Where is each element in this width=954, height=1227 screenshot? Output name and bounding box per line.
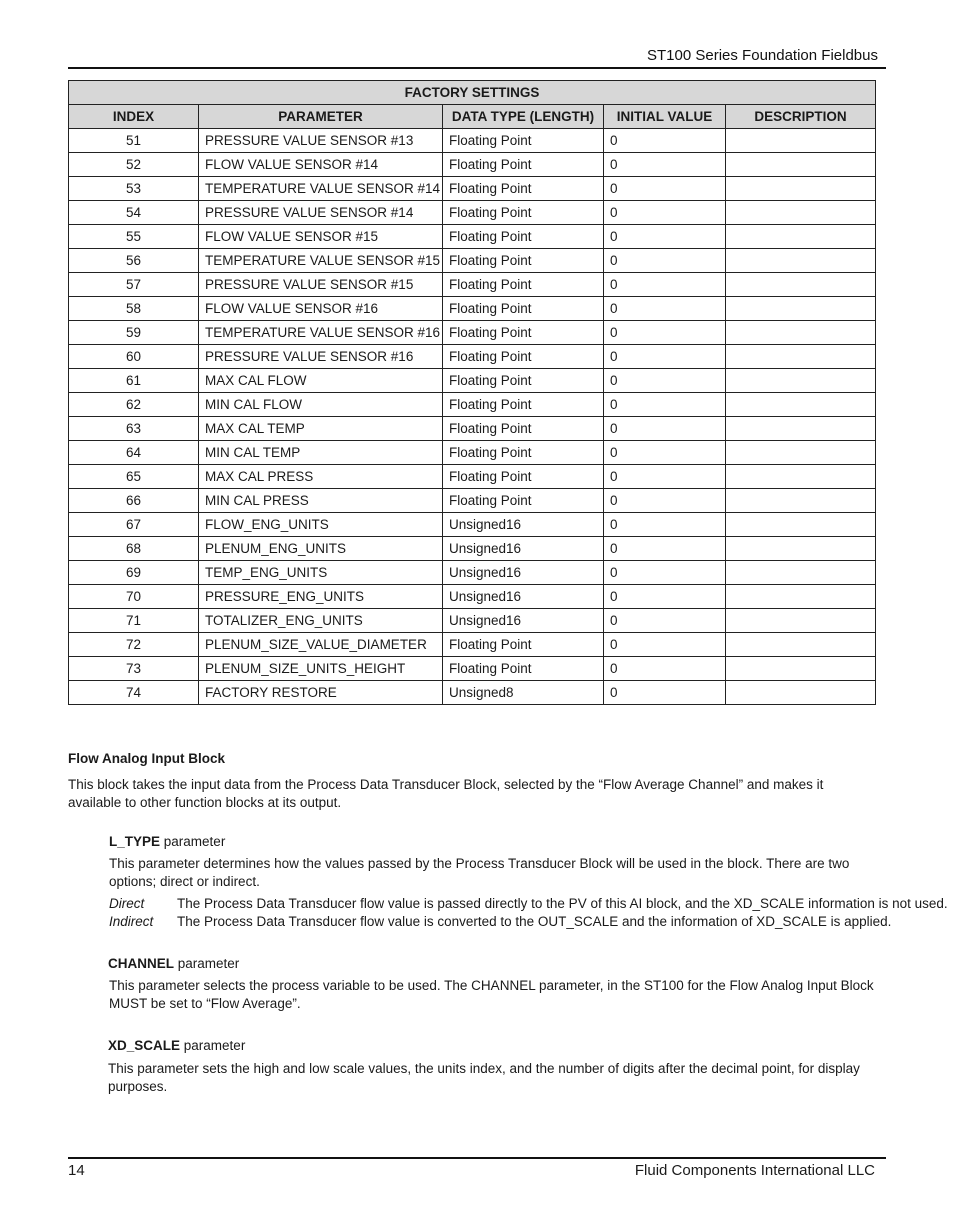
- cell-initial-value: 0: [604, 441, 726, 465]
- cell-parameter: TEMPERATURE VALUE SENSOR #15: [199, 249, 443, 273]
- table-row: [69, 393, 876, 417]
- cell-description: [726, 633, 876, 657]
- cell-description: [726, 177, 876, 201]
- l-type-heading: [109, 834, 225, 849]
- cell-parameter: PRESSURE VALUE SENSOR #13: [199, 129, 443, 153]
- cell-index: 53: [69, 177, 199, 201]
- cell-description: [726, 129, 876, 153]
- table-row: [69, 441, 876, 465]
- cell-description: [726, 657, 876, 681]
- cell-description: [726, 201, 876, 225]
- document-header-title: ST100 Series Foundation Fieldbus: [647, 47, 878, 64]
- cell-description: [726, 297, 876, 321]
- cell-initial-value: 0: [604, 153, 726, 177]
- cell-index: 61: [69, 369, 199, 393]
- l-type-suffix: parameter: [163, 834, 226, 849]
- column-header-index: INDEX: [69, 105, 199, 129]
- cell-data-type: Floating Point: [443, 489, 604, 513]
- cell-parameter: FLOW VALUE SENSOR #16: [199, 297, 443, 321]
- cell-initial-value: 0: [604, 345, 726, 369]
- channel-description: This parameter selects the process variable to be used. The CHANNEL parameter, in the ST100 for the Flow Analog Input Block MUST be set to “Flow Average”.: [109, 978, 874, 1011]
- cell-parameter: PLENUM_SIZE_UNITS_HEIGHT: [199, 657, 443, 681]
- column-header-initial-value: INITIAL VALUE: [604, 105, 726, 129]
- footer-company: Fluid Components International LLC: [634, 1162, 875, 1179]
- cell-parameter: MIN CAL TEMP: [199, 441, 443, 465]
- cell-data-type: Floating Point: [443, 345, 604, 369]
- table-row: [69, 369, 876, 393]
- table-row: [69, 609, 876, 633]
- table-column-headers: [69, 105, 876, 129]
- cell-initial-value: 0: [604, 201, 726, 225]
- cell-parameter: FLOW VALUE SENSOR #15: [199, 225, 443, 249]
- cell-data-type: Unsigned16: [443, 609, 604, 633]
- l-type-option: [109, 895, 948, 913]
- cell-data-type: Unsigned16: [443, 585, 604, 609]
- cell-parameter: TEMPERATURE VALUE SENSOR #16: [199, 321, 443, 345]
- cell-initial-value: 0: [604, 417, 726, 441]
- table-row: [69, 561, 876, 585]
- table-row: [69, 345, 876, 369]
- cell-description: [726, 225, 876, 249]
- l-type-option: [109, 913, 948, 931]
- cell-data-type: Unsigned16: [443, 537, 604, 561]
- column-header-parameter: PARAMETER: [199, 105, 443, 129]
- option-description: The Process Data Transducer flow value is passed directly to the PV of this AI block, and the XD_SCALE information is not used.: [177, 896, 948, 911]
- section-title: Flow Analog Input Block: [68, 751, 225, 766]
- cell-index: 57: [69, 273, 199, 297]
- cell-data-type: Floating Point: [443, 369, 604, 393]
- cell-initial-value: 0: [604, 513, 726, 537]
- cell-description: [726, 393, 876, 417]
- cell-index: 66: [69, 489, 199, 513]
- cell-description: [726, 537, 876, 561]
- xd-scale-description: This parameter sets the high and low scale values, the units index, and the number of digits after the decimal point, for display purposes.: [108, 1061, 860, 1094]
- cell-initial-value: 0: [604, 609, 726, 633]
- cell-data-type: Floating Point: [443, 129, 604, 153]
- cell-index: 65: [69, 465, 199, 489]
- table-row: [69, 153, 876, 177]
- cell-description: [726, 585, 876, 609]
- table-row: [69, 273, 876, 297]
- cell-data-type: Floating Point: [443, 201, 604, 225]
- cell-data-type: Floating Point: [443, 225, 604, 249]
- cell-initial-value: 0: [604, 489, 726, 513]
- channel-name: CHANNEL: [108, 956, 174, 971]
- cell-index: 60: [69, 345, 199, 369]
- cell-data-type: Unsigned16: [443, 561, 604, 585]
- cell-index: 62: [69, 393, 199, 417]
- channel-heading: [108, 956, 239, 971]
- cell-description: [726, 273, 876, 297]
- l-type-name: L_TYPE: [109, 834, 161, 849]
- table-row: [69, 681, 876, 705]
- cell-initial-value: 0: [604, 177, 726, 201]
- table-row: [69, 225, 876, 249]
- table-row: [69, 465, 876, 489]
- table-row: [69, 297, 876, 321]
- table-banner: FACTORY SETTINGS: [69, 81, 876, 105]
- cell-parameter: TOTALIZER_ENG_UNITS: [199, 609, 443, 633]
- cell-index: 55: [69, 225, 199, 249]
- cell-index: 51: [69, 129, 199, 153]
- cell-data-type: Floating Point: [443, 249, 604, 273]
- cell-initial-value: 0: [604, 681, 726, 705]
- table-row: [69, 417, 876, 441]
- cell-data-type: Floating Point: [443, 393, 604, 417]
- cell-description: [726, 369, 876, 393]
- cell-data-type: Floating Point: [443, 417, 604, 441]
- cell-parameter: PRESSURE VALUE SENSOR #16: [199, 345, 443, 369]
- xd-scale-heading: [108, 1038, 245, 1053]
- table-row: [69, 489, 876, 513]
- cell-index: 56: [69, 249, 199, 273]
- cell-data-type: Floating Point: [443, 177, 604, 201]
- cell-initial-value: 0: [604, 393, 726, 417]
- xd-scale-suffix: parameter: [183, 1038, 246, 1053]
- cell-description: [726, 345, 876, 369]
- cell-data-type: Floating Point: [443, 297, 604, 321]
- cell-index: 71: [69, 609, 199, 633]
- xd-scale-name: XD_SCALE: [108, 1038, 181, 1053]
- cell-description: [726, 441, 876, 465]
- table-row: [69, 537, 876, 561]
- cell-description: [726, 561, 876, 585]
- cell-description: [726, 249, 876, 273]
- cell-initial-value: 0: [604, 321, 726, 345]
- table-row: [69, 321, 876, 345]
- cell-index: 63: [69, 417, 199, 441]
- cell-initial-value: 0: [604, 465, 726, 489]
- cell-initial-value: 0: [604, 297, 726, 321]
- cell-parameter: PLENUM_SIZE_VALUE_DIAMETER: [199, 633, 443, 657]
- l-type-options: [109, 895, 948, 931]
- cell-parameter: MAX CAL PRESS: [199, 465, 443, 489]
- cell-initial-value: 0: [604, 225, 726, 249]
- table-row: [69, 249, 876, 273]
- cell-initial-value: 0: [604, 249, 726, 273]
- cell-initial-value: 0: [604, 561, 726, 585]
- cell-parameter: MIN CAL PRESS: [199, 489, 443, 513]
- cell-initial-value: 0: [604, 369, 726, 393]
- cell-initial-value: 0: [604, 537, 726, 561]
- cell-parameter: PRESSURE VALUE SENSOR #14: [199, 201, 443, 225]
- cell-description: [726, 609, 876, 633]
- page-number: 14: [68, 1162, 85, 1179]
- l-type-description: This parameter determines how the values passed by the Process Transducer Block will be used in the block. There are two options; direct or indirect.: [109, 856, 850, 889]
- cell-initial-value: 0: [604, 657, 726, 681]
- cell-initial-value: 0: [604, 129, 726, 153]
- channel-suffix: parameter: [177, 956, 240, 971]
- footer-rule: [68, 1157, 886, 1159]
- table-body: [69, 129, 876, 705]
- column-header-description: DESCRIPTION: [726, 105, 876, 129]
- table-row: [69, 657, 876, 681]
- cell-index: 64: [69, 441, 199, 465]
- cell-initial-value: 0: [604, 273, 726, 297]
- cell-description: [726, 681, 876, 705]
- cell-description: [726, 489, 876, 513]
- cell-parameter: MAX CAL FLOW: [199, 369, 443, 393]
- cell-data-type: Floating Point: [443, 153, 604, 177]
- cell-description: [726, 417, 876, 441]
- header-rule: [68, 67, 886, 69]
- cell-index: 58: [69, 297, 199, 321]
- cell-index: 54: [69, 201, 199, 225]
- cell-index: 74: [69, 681, 199, 705]
- table-row: [69, 633, 876, 657]
- cell-description: [726, 321, 876, 345]
- cell-parameter: MAX CAL TEMP: [199, 417, 443, 441]
- cell-data-type: Unsigned8: [443, 681, 604, 705]
- cell-data-type: Floating Point: [443, 273, 604, 297]
- option-term: Direct: [109, 896, 145, 911]
- table-row: [69, 513, 876, 537]
- cell-index: 73: [69, 657, 199, 681]
- cell-index: 52: [69, 153, 199, 177]
- cell-parameter: TEMPERATURE VALUE SENSOR #14: [199, 177, 443, 201]
- table-row: [69, 201, 876, 225]
- cell-parameter: PRESSURE_ENG_UNITS: [199, 585, 443, 609]
- cell-index: 68: [69, 537, 199, 561]
- cell-parameter: PRESSURE VALUE SENSOR #15: [199, 273, 443, 297]
- column-header-data-type: DATA TYPE (LENGTH): [443, 105, 604, 129]
- cell-description: [726, 465, 876, 489]
- cell-description: [726, 153, 876, 177]
- table-row: [69, 585, 876, 609]
- cell-description: [726, 513, 876, 537]
- factory-settings-table: [68, 80, 876, 705]
- cell-parameter: FLOW_ENG_UNITS: [199, 513, 443, 537]
- section-intro: This block takes the input data from the Process Data Transducer Block, selected by the “Flow Average Channel” and makes it available to other function blocks at its output.: [68, 777, 824, 810]
- cell-parameter: PLENUM_ENG_UNITS: [199, 537, 443, 561]
- cell-data-type: Unsigned16: [443, 513, 604, 537]
- option-description: The Process Data Transducer flow value is converted to the OUT_SCALE and the information of XD_SCALE is applied.: [177, 914, 892, 929]
- cell-index: 72: [69, 633, 199, 657]
- option-term: Indirect: [109, 914, 154, 929]
- cell-parameter: TEMP_ENG_UNITS: [199, 561, 443, 585]
- cell-parameter: FLOW VALUE SENSOR #14: [199, 153, 443, 177]
- cell-data-type: Floating Point: [443, 321, 604, 345]
- cell-data-type: Floating Point: [443, 657, 604, 681]
- cell-data-type: Floating Point: [443, 465, 604, 489]
- cell-index: 67: [69, 513, 199, 537]
- cell-parameter: FACTORY RESTORE: [199, 681, 443, 705]
- cell-initial-value: 0: [604, 585, 726, 609]
- table-row: [69, 129, 876, 153]
- table-row: [69, 177, 876, 201]
- cell-data-type: Floating Point: [443, 633, 604, 657]
- cell-data-type: Floating Point: [443, 441, 604, 465]
- cell-index: 59: [69, 321, 199, 345]
- cell-index: 69: [69, 561, 199, 585]
- cell-parameter: MIN CAL FLOW: [199, 393, 443, 417]
- cell-initial-value: 0: [604, 633, 726, 657]
- cell-index: 70: [69, 585, 199, 609]
